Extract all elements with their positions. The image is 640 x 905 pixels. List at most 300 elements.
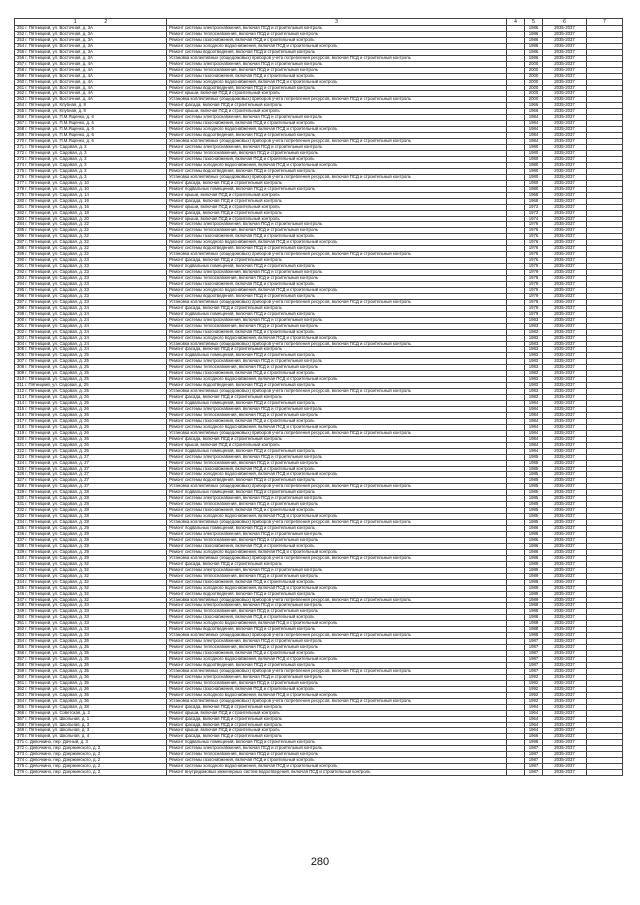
row-year: 1983: [525, 365, 543, 371]
row-year: 1964: [525, 728, 543, 734]
row-work-type: Ремонт системы теплоснабжения, включая ПСД и строительный контроль: [167, 67, 507, 73]
row-period: 2035-2037: [543, 466, 587, 472]
row-year: 1985: [525, 484, 543, 490]
row-year: 1985: [525, 454, 543, 460]
row-address: г. Пятницкий, ул. Садовая, д. 25: [25, 370, 89, 376]
row-address: г. Пятницкий, ул. Школьная, д. 3: [25, 722, 90, 727]
row-work-type: Ремонт системы электроснабжения, включая ПСД и строительный контроль: [167, 532, 507, 538]
row-year: 1980: [525, 180, 543, 186]
row-year: 1984: [525, 436, 543, 442]
row-period: 2035-2037: [543, 728, 587, 734]
row-year: 1987: [525, 639, 543, 645]
row-work-type: Ремонт крыши, включая ПСД и строительный контроль: [167, 109, 507, 115]
row-number: 334: [17, 519, 25, 525]
row-number: 289: [17, 251, 25, 257]
row-number: 328: [17, 483, 25, 489]
row-number: 253: [17, 37, 25, 42]
row-work-type: Ремонт фасада, включая ПСД и строительный контроль: [167, 258, 507, 264]
row-year: 1986: [525, 532, 543, 538]
row-year: 1976: [525, 222, 543, 228]
row-work-type: Ремонт системы электроснабжения, включая ПСД и строительный контроль: [167, 567, 507, 573]
row-work-type: Ремонт системы теплоснабжения, включая ПСД и строительный контроль: [167, 645, 507, 651]
column-number-row: [15, 19, 623, 26]
row-address: г. Пятницкий, ул. Садовая, д. 28: [25, 495, 89, 501]
row-work-type: Ремонт подвальных помещений, включая ПСД и строительный контроль: [167, 490, 507, 496]
row-year: 1987: [525, 668, 543, 674]
row-year: 1976: [525, 228, 543, 234]
row-address: г. Пятницкий, ул. Восточная, д. 4А: [25, 96, 93, 102]
row-number: 299: [17, 311, 25, 316]
row-address: г. Пятницкий, ул. Садовая, д. 36: [25, 686, 89, 691]
row-work-type: Ремонт системы теплоснабжения, включая ПСД и строительный контроль: [167, 609, 507, 615]
row-work-type: Ремонт системы газоснабжения, включая ПСД и строительный контроль: [167, 371, 507, 377]
row-year: 1984: [525, 424, 543, 430]
row-year: 1987: [525, 758, 543, 764]
row-work-type: Установка коллективных (общедомовых) приборов учета потребления ресурсов, включая ПСД и строительный контроль: [167, 430, 507, 436]
table-body: [15, 26, 623, 776]
column-header-6: 6: [543, 19, 587, 26]
row-number: 342: [17, 567, 25, 572]
row-period: 2035-2037: [543, 383, 587, 389]
row-number: 361: [17, 680, 25, 685]
row-number: 335: [17, 525, 25, 531]
row-period: 2035-2037: [543, 145, 587, 151]
row-address: г. Пятницкий, ул. Школьная, д. 3: [25, 727, 90, 733]
row-address: г. Пятницкий, ул. Восточная, д. 3А: [25, 55, 93, 60]
row-work-type: Ремонт системы газоснабжения, включая ПСД и строительный контроль: [167, 466, 507, 472]
row-work-type: Ремонт системы водоотведения, включая ПСД и строительный контроль: [167, 49, 507, 55]
row-address: г. Пятницкий, ул. Садовая, д. 22: [25, 245, 89, 251]
row-address: г. Пятницкий, ул. Садовая, д. 23: [25, 269, 89, 275]
row-year: 1984: [525, 418, 543, 424]
row-number: 333: [17, 513, 25, 519]
row-address: с. Девочкино, пер. Дзержинского, д. 2: [25, 751, 101, 757]
row-address: г. Пятницкий, ул. Садовая, д. 36: [25, 698, 89, 703]
row-year: 1980: [525, 174, 543, 180]
row-number: 351: [17, 620, 25, 626]
row-address: г. Пятницкий, ул. Садовая, д. 28: [25, 501, 89, 507]
row-year: 1983: [525, 323, 543, 329]
row-year: 1992: [525, 680, 543, 686]
row-period: 2035-2037: [543, 424, 587, 430]
row-work-type: Ремонт системы водоотведения, включая ПСД и строительный контроль: [167, 627, 507, 633]
row-work-type: Ремонт системы газоснабжения, включая ПСД и строительный контроль: [167, 615, 507, 621]
row-year: 1984: [525, 139, 543, 145]
row-work-type: Ремонт системы теплоснабжения, включая ПСД и строительный контроль: [167, 31, 507, 37]
row-period: 2035-2037: [543, 276, 587, 282]
row-period: 2035-2037: [543, 627, 587, 633]
row-work-type: Ремонт системы электроснабжения, включая ПСД и строительный контроль: [167, 603, 507, 609]
row-address: г. Пятницкий, ул. Садовая, д. 35: [25, 656, 89, 662]
row-address: г. Пятницкий, ул. Садовая, д. 18: [25, 210, 89, 215]
row-address: г. Пятницкий, ул. Садовая, д. 22: [25, 227, 89, 233]
row-number: 345: [17, 585, 25, 590]
row-address: г. Пятницкий, ул. Садовая, д. 29: [25, 531, 89, 537]
row-work-type: Ремонт системы холодного водоснабжения, включая ПСД и строительный контроль: [167, 657, 507, 663]
row-period: 2035-2037: [543, 716, 587, 722]
row-period: 2035-2037: [543, 31, 587, 37]
row-period: 2035-2037: [543, 270, 587, 276]
row-work-type: Ремонт системы электроснабжения, включая ПСД и строительный контроль: [167, 496, 507, 502]
row-year: 1985: [525, 472, 543, 478]
row-year: 1989: [525, 579, 543, 585]
row-year: 1984: [525, 407, 543, 413]
row-address: г. Пятницкий, ул. Садовая, д. 22: [25, 239, 89, 245]
row-year: 1984: [525, 448, 543, 454]
row-number: 372: [17, 745, 25, 751]
row-year: 1987: [525, 657, 543, 663]
row-year: 1985: [525, 490, 543, 496]
row-year: 1987: [525, 752, 543, 758]
row-work-type: Ремонт системы электроснабжения, включая ПСД и строительный контроль: [167, 674, 507, 680]
row-period: 2035-2037: [543, 174, 587, 180]
row-work-type: Ремонт системы электроснабжения, включая ПСД и строительный контроль: [167, 26, 507, 32]
row-number: 326: [17, 471, 25, 477]
row-year: 1976: [525, 252, 543, 258]
row-work-type: Установка коллективных (общедомовых) приборов учета потребления ресурсов, включая ПСД и строительный контроль: [167, 341, 507, 347]
row-year: 1980: [525, 151, 543, 157]
row-year: 1980: [525, 145, 543, 151]
row-period: 2035-2037: [543, 168, 587, 174]
row-period: 2035-2037: [543, 234, 587, 240]
row-address: г. Пятницкий, ул. Садовая, д. 27: [25, 477, 89, 483]
row-address: г. Пятницкий, ул. Школьная, д. 1: [25, 716, 90, 721]
row-address: г. Пятницкий, ул. Садовая, д. 32: [25, 597, 89, 602]
row-address: г. Пятницкий, ул. Садовая, д. 32: [25, 585, 89, 590]
row-year: 1985: [525, 502, 543, 508]
row-address: г. Пятницкий, ул. Садовая, д. 28: [25, 519, 89, 525]
row-address: г. Пятницкий, ул. Восточная, д. 4А: [25, 61, 93, 66]
row-period: 2035-2037: [543, 109, 587, 115]
row-address: г. Пятницкий, ул. Восточная, д. 3А: [25, 37, 93, 42]
row-period: 2035-2037: [543, 341, 587, 347]
row-address: г. Пятницкий, ул. Садовая, д. 23: [25, 263, 89, 269]
row-period: 2035-2037: [543, 704, 587, 710]
row-year: 2000: [525, 79, 543, 85]
row-work-type: Установка коллективных (общедомовых) приборов учета потребления ресурсов, включая ПСД и строительный контроль: [167, 597, 507, 603]
row-number: 259: [17, 73, 25, 78]
row-period: 2035-2037: [543, 448, 587, 454]
row-number: 329: [17, 489, 25, 495]
row-work-type: Ремонт системы холодного водоснабжения, включая ПСД и строительный контроль: [167, 79, 507, 85]
row-work-type: Ремонт системы холодного водоснабжения, включая ПСД и строительный контроль: [167, 585, 507, 591]
row-address: г. Пятницкий, ул. Восточная, д. 4А: [25, 73, 93, 78]
row-work-type: Ремонт фасада, включая ПСД и строительный контроль: [167, 210, 507, 216]
row-period: 2035-2037: [543, 543, 587, 549]
row-number: 277: [17, 180, 25, 185]
row-year: 1983: [525, 377, 543, 383]
row-number: 269: [17, 132, 25, 138]
row-year: 1986: [525, 37, 543, 43]
row-number: 302: [17, 329, 25, 334]
row-period: 2035-2037: [543, 43, 587, 49]
row-period: 2035-2037: [543, 127, 587, 133]
row-number: 314: [17, 400, 25, 406]
row-period: 2035-2037: [543, 418, 587, 424]
row-address: г. Пятницкий, ул. Садовая, д. 23: [25, 275, 89, 281]
row-work-type: Ремонт системы газоснабжения, включая ПСД и строительный контроль: [167, 651, 507, 657]
row-number: 363: [17, 692, 25, 697]
row-address: г. Пятницкий, ул. Восточная, д. 4А: [25, 85, 93, 90]
row-number: 270: [17, 138, 25, 144]
row-number: 373: [17, 751, 25, 757]
row-address: г. Пятницкий, ул. Садовая, д. 26: [25, 394, 89, 400]
row-address: г. Пятницкий, ул. Садовая, д. 35: [25, 668, 89, 673]
row-period: 2035-2037: [543, 317, 587, 323]
row-period: 2035-2037: [543, 133, 587, 139]
row-address: г. Пятницкий, ул. Садовая, д. 24: [25, 311, 89, 316]
row-number: 267: [17, 120, 25, 126]
row-address: г. Пятницкий, ул. Садовая, д. 3: [25, 156, 87, 161]
row-address: г. Пятницкий, ул. П.М.Ященко, д. 6: [25, 138, 94, 144]
row-period: 2035-2037: [543, 26, 587, 32]
row-address: г. Пятницкий, ул. Садовая, д. 32: [25, 573, 89, 578]
row-number: 325: [17, 466, 25, 471]
row-year: 1989: [525, 561, 543, 567]
row-year: 1988: [525, 627, 543, 633]
row-work-type: Ремонт крыши, включая ПСД и строительный контроль: [167, 216, 507, 222]
row-number: 312: [17, 388, 25, 394]
row-year: 1974: [525, 216, 543, 222]
row-address: г. Пятницкий, ул. Садовая, д. 22: [25, 233, 89, 239]
row-number: 369: [17, 727, 25, 733]
row-number: 281: [17, 204, 25, 209]
row-work-type: Ремонт подвальных помещений, включая ПСД и строительный контроль: [167, 311, 507, 317]
row-period: 2035-2037: [543, 526, 587, 532]
row-number: 261: [17, 85, 25, 90]
row-work-type: Ремонт крыши, включая ПСД и строительный контроль: [167, 710, 507, 716]
row-number: 286: [17, 233, 25, 239]
row-number: 311: [17, 382, 24, 388]
row-work-type: Ремонт фасада, включая ПСД и строительный контроль: [167, 561, 507, 567]
row-number: 309: [17, 370, 25, 376]
row-number: 356: [17, 650, 25, 656]
row-address: г. Пятницкий, ул. П.М.Ященко, д. 6: [25, 120, 94, 126]
row-work-type: Установка коллективных (общедомовых) приборов учета потребления ресурсов, включая ПСД и строительный контроль: [167, 139, 507, 145]
row-address: г. Пятницкий, ул. Садовая, д. 25: [25, 388, 89, 394]
row-number: 252: [17, 31, 25, 36]
row-address: г. Пятницкий, ул. Советская, д. 2: [25, 710, 90, 715]
row-address: г. Пятницкий, ул. Садовая, д. 28: [25, 489, 89, 495]
row-address: г. Пятницкий, ул. Садовая, д. 32: [25, 579, 89, 584]
row-work-type: Ремонт системы холодного водоснабжения, включая ПСД и строительный контроль: [167, 621, 507, 627]
row-address: г. Пятницкий, ул. Садовая, д. 14: [25, 192, 89, 197]
row-address: г. Пятницкий, ул. Садовая, д. 38: [25, 704, 89, 709]
row-year: 1983: [525, 395, 543, 401]
row-address: г. Пятницкий, ул. Садовая, д. 25: [25, 358, 89, 364]
row-address: с. Девочкино, пер. Дзержинского, д. 2: [25, 769, 101, 775]
row-period: 2035-2037: [543, 698, 587, 704]
row-year: 1976: [525, 240, 543, 246]
row-number: 276: [17, 174, 25, 179]
row-year: 1979: [525, 299, 543, 305]
row-year: 1980: [525, 186, 543, 192]
row-year: 1986: [525, 543, 543, 549]
row-work-type: Ремонт системы электроснабжения, включая ПСД и строительный контроль: [167, 145, 507, 151]
row-work-type: Ремонт системы водоотведения, включая ПСД и строительный контроль: [167, 85, 507, 91]
row-year: 1985: [525, 460, 543, 466]
row-address: г. Пятницкий, ул. Садовая, д. 25: [25, 364, 89, 370]
row-work-type: Ремонт фасада, включая ПСД и строительный контроль: [167, 347, 507, 353]
row-address: г. Пятницкий, ул. Садовая, д. 26: [25, 412, 89, 417]
row-year: 1983: [525, 389, 543, 395]
row-address: г. Пятницкий, ул. Садовая, д. 32: [25, 591, 89, 596]
row-number: 364: [17, 698, 25, 703]
row-address: г. Пятницкий, ул. Клубная, д. 8: [25, 102, 86, 108]
row-address: г. Пятницкий, ул. Садовая, д. 10: [25, 186, 89, 191]
row-number: 337: [17, 537, 25, 542]
row-number-address: [15, 770, 167, 776]
row-number: 339: [17, 549, 25, 554]
row-period: 2035-2037: [543, 347, 587, 353]
row-number: 346: [17, 591, 25, 596]
row-year: 1968: [525, 198, 543, 204]
row-number: 347: [17, 597, 25, 602]
row-address: г. Пятницкий, ул. Садовая, д. 36: [25, 680, 89, 685]
row-work-type: Ремонт системы холодного водоснабжения, включая ПСД и строительный контроль: [167, 162, 507, 168]
row-number: 338: [17, 543, 25, 548]
row-period: 2035-2037: [543, 359, 587, 365]
row-address: г. Пятницкий, ул. П.М.Ященко, д. 6: [25, 126, 94, 132]
column-header-7: 7: [587, 19, 623, 26]
row-period: 2035-2037: [543, 514, 587, 520]
row-address: г. Пятницкий, ул. Садовая, д. 24: [25, 335, 89, 340]
row-year: 1980: [525, 168, 543, 174]
row-period: 2035-2037: [543, 162, 587, 168]
row-number: 292: [17, 269, 25, 275]
row-address: г. Пятницкий, ул. Садовая, д. 29: [25, 525, 89, 531]
row-work-type: Ремонт системы газоснабжения, включая ПСД и строительный контроль: [167, 758, 507, 764]
row-number: 308: [17, 364, 25, 370]
row-year: 1984: [525, 401, 543, 407]
row-work-type: Установка коллективных (общедомовых) приборов учета потребления ресурсов, включая ПСД и строительный контроль: [167, 484, 507, 490]
row-work-type: Ремонт системы холодного водоснабжения, включая ПСД и строительный контроль: [167, 240, 507, 246]
row-address: г. Пятницкий, ул. Садовая, д. 27: [25, 466, 89, 471]
row-period: 2035-2037: [543, 555, 587, 561]
row-period: 2035-2037: [543, 371, 587, 377]
row-year: 1980: [525, 156, 543, 162]
row-number: 288: [17, 245, 25, 251]
row-period: 2035-2037: [543, 436, 587, 442]
row-work-type: Ремонт системы холодного водоснабжения, включая ПСД и строительный контроль: [167, 377, 507, 383]
row-number: 278: [17, 186, 25, 191]
row-number: 352: [17, 626, 25, 632]
row-year: 1992: [525, 692, 543, 698]
row-work-type: Установка коллективных (общедомовых) приборов учета потребления ресурсов, включая ПСД и строительный контроль: [167, 555, 507, 561]
row-address: г. Пятницкий, ул. Садовая, д. 26: [25, 406, 89, 411]
row-work-type: Установка коллективных (общедомовых) приборов учета потребления ресурсов, включая ПСД и строительный контроль: [167, 55, 507, 61]
row-number: 357: [17, 656, 25, 662]
row-year: 1984: [525, 412, 543, 418]
row-period: 2035-2037: [543, 770, 587, 776]
column-header-4: 4: [507, 19, 525, 26]
row-year: 1984: [525, 115, 543, 121]
row-year: 1987: [525, 651, 543, 657]
row-address: г. Пятницкий, ул. П.М.Ященко, д. 6: [25, 132, 94, 138]
row-work-type: Ремонт системы теплоснабжения, включая ПСД и строительный контроль: [167, 680, 507, 686]
row-address: г. Пятницкий, ул. Садовая, д. 16: [25, 204, 89, 209]
row-year: 1987: [525, 662, 543, 668]
row-work-type: Ремонт системы газоснабжения, включая ПСД и строительный контроль: [167, 37, 507, 43]
row-work-type: Ремонт системы электроснабжения, включая ПСД и строительный контроль: [167, 639, 507, 645]
row-period: 2035-2037: [543, 103, 587, 109]
row-work-type: Ремонт системы газоснабжения, включая ПСД и строительный контроль: [167, 508, 507, 514]
row-number: 295: [17, 287, 25, 292]
row-work-type: Ремонт системы холодного водоснабжения, включая ПСД и строительный контроль: [167, 43, 507, 49]
row-work-type: Установка коллективных (общедомовых) приборов учета потребления ресурсов, включая ПСД и строительный контроль: [167, 174, 507, 180]
row-period: 2035-2037: [543, 246, 587, 252]
page-number: 280: [310, 856, 330, 868]
row-work-type: Ремонт системы холодного водоснабжения, включая ПСД и строительный контроль: [167, 424, 507, 430]
row-address: г. Пятницкий, ул. Садовая, д. 3: [25, 162, 87, 167]
row-address: г. Пятницкий, ул. Восточная, д. 3А: [25, 43, 93, 48]
row-year: 1973: [525, 210, 543, 216]
row-year: 1984: [525, 133, 543, 139]
row-period: 2035-2037: [543, 442, 587, 448]
row-period: 2035-2037: [543, 151, 587, 157]
row-work-type: Ремонт системы холодного водоснабжения, включая ПСД и строительный контроль: [167, 514, 507, 520]
row-address: г. Пятницкий, ул. Садовая, д. 33: [25, 602, 89, 608]
row-work-type: Ремонт системы холодного водоснабжения, включая ПСД и строительный контроль: [167, 287, 507, 293]
row-work-type: Ремонт фасада, включая ПСД и строительный контроль: [167, 103, 507, 109]
row-work-type: Ремонт системы теплоснабжения, включая ПСД и строительный контроль: [167, 412, 507, 418]
row-year: 1986: [525, 49, 543, 55]
row-year: 1979: [525, 270, 543, 276]
row-year: 1988: [525, 603, 543, 609]
row-year: 1984: [525, 127, 543, 133]
row-period: 2035-2037: [543, 407, 587, 413]
row-period: 2035-2037: [543, 752, 587, 758]
row-number: 258: [17, 67, 25, 72]
row-number: 260: [17, 79, 25, 84]
row-address: г. Пятницкий, ул. Садовая, д. 36: [25, 674, 89, 679]
row-period: 2035-2037: [543, 496, 587, 502]
row-year: 1985: [525, 508, 543, 514]
row-year: 1989: [525, 597, 543, 603]
row-address: г. Пятницкий, ул. Садовая, д. 23: [25, 287, 89, 292]
row-period: 2035-2037: [543, 579, 587, 585]
row-work-type: Ремонт подвальных помещений, включая ПСД и строительный контроль: [167, 186, 507, 192]
row-work-type: Ремонт системы газоснабжения, включая ПСД и строительный контроль: [167, 73, 507, 79]
row-number: 336: [17, 531, 25, 537]
row-year: 1988: [525, 609, 543, 615]
row-work-type: Установка коллективных (общедомовых) приборов учета потребления ресурсов, включая ПСД и строительный контроль: [167, 698, 507, 704]
row-number: 271: [17, 144, 25, 150]
row-year: 2000: [525, 91, 543, 97]
row-number: 254: [17, 43, 25, 48]
row-work-type: Ремонт системы электроснабжения, включая ПСД и строительный контроль: [167, 407, 507, 413]
row-year: 1992: [525, 674, 543, 680]
row-period: 2035-2037: [543, 55, 587, 61]
row-year: 1984: [525, 121, 543, 127]
row-address: г. Пятницкий, ул. Садовая, д. 29: [25, 543, 89, 548]
row-period: 2035-2037: [543, 258, 587, 264]
row-number: 360: [17, 674, 25, 679]
row-work-type: Установка коллективных (общедомовых) приборов учета потребления ресурсов, включая ПСД и строительный контроль: [167, 668, 507, 674]
row-address: г. Пятницкий, ул. Садовая, д. 26: [25, 418, 89, 423]
row-period: 2035-2037: [543, 293, 587, 299]
row-number: 362: [17, 686, 25, 691]
row-work-type: Ремонт подвальных помещений, включая ПСД и строительный контроль: [167, 264, 507, 270]
row-period: 2035-2037: [543, 597, 587, 603]
row-number: 313: [17, 394, 25, 400]
row-number: 319: [17, 430, 25, 435]
row-year: 1989: [525, 573, 543, 579]
row-work-type: Ремонт подвальных помещений, включая ПСД и строительный контроль: [167, 448, 507, 454]
row-work-type: Ремонт системы водоотведения, включая ПСД и строительный контроль: [167, 246, 507, 252]
row-period: 2035-2037: [543, 395, 587, 401]
row-period: 2035-2037: [543, 365, 587, 371]
